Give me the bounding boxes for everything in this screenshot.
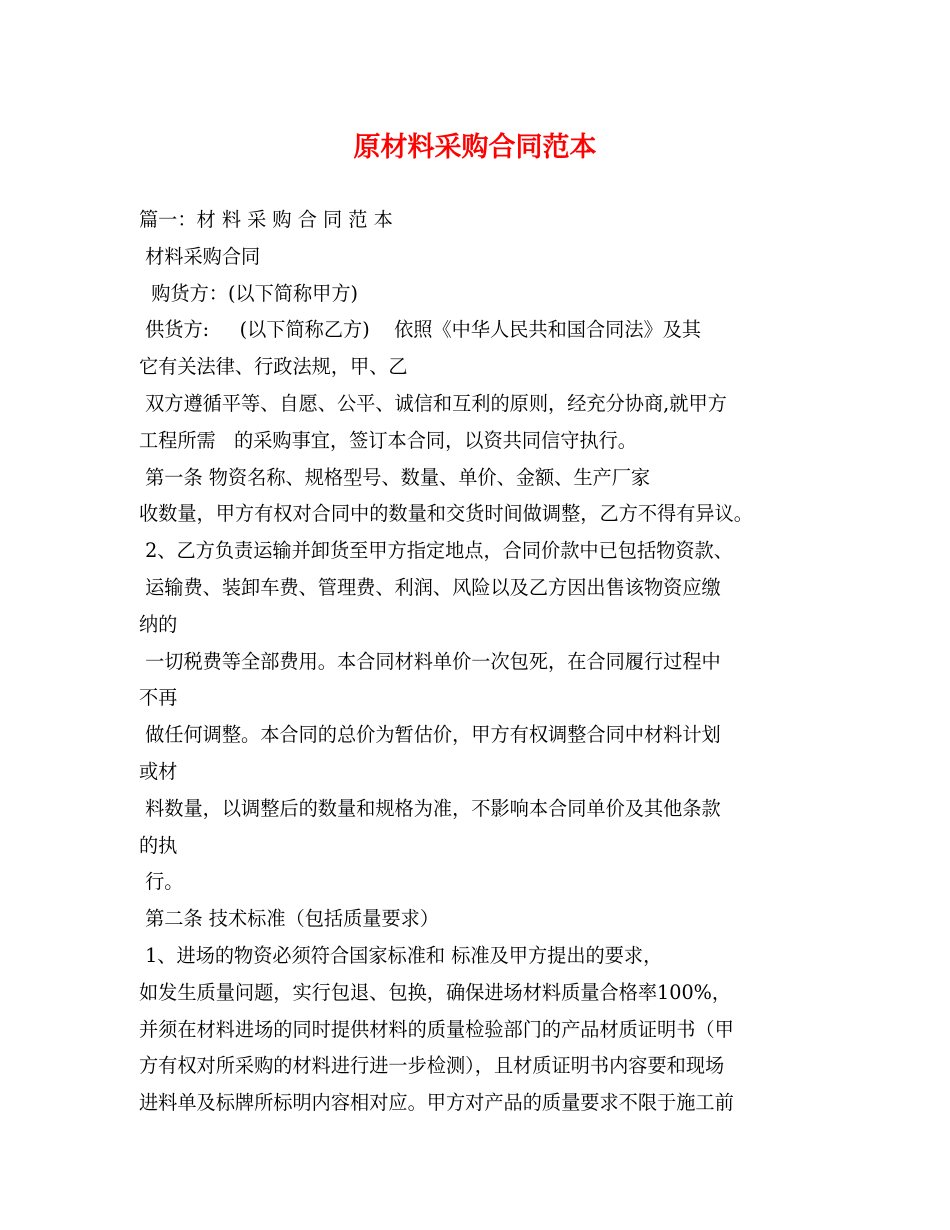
article-heading: 第二条 技术标准（包括质量要求） — [139, 907, 440, 931]
text-line: 双方遵循平等、自愿、公平、诚信和互利的原则，经充分协商,就甲方 — [139, 391, 727, 415]
text-line: 的执 — [139, 833, 178, 857]
text-line: 运输费、装卸车费、管理费、利润、风险以及乙方因出售该物资应缴 — [139, 575, 721, 599]
text-line: 进料单及标牌所标明内容相对应。甲方对产品的质量要求不限于施工前 — [139, 1091, 734, 1115]
document-title: 原材料采购合同范本 — [353, 132, 597, 163]
text-line: 收数量，甲方有权对合同中的数量和交货时间做调整，乙方不得有异议。 — [139, 502, 753, 526]
article-heading: 第一条 物资名称、规格型号、数量、单价、金额、生产厂家 — [139, 465, 651, 489]
text-line: 工程所需 的采购事宜，签订本合同，以资共同信守执行。 — [139, 428, 637, 452]
text-line: 料数量，以调整后的数量和规格为准，不影响本合同单价及其他条款 — [139, 796, 721, 820]
text-line: 材料采购合同 — [139, 244, 261, 268]
text-line: 它有关法律、行政法规，甲、乙 — [139, 355, 408, 379]
text-line: 购货方：(以下简称甲方) — [139, 281, 359, 305]
text-line: 并须在材料进场的同时提供材料的质量检验部门的产品材质证明书（甲 — [139, 1017, 734, 1041]
text-line: 如发生质量问题，实行包退、包换，确保进场材料质量合格率100%， — [139, 980, 732, 1004]
section-heading: 篇一：材 料 采 购 合 同 范 本 — [139, 208, 393, 231]
text-line: 行。 — [139, 870, 184, 894]
text-line: 2、乙方负责运输并卸货至甲方指定地点，合同价款中已包括物资款、 — [139, 539, 733, 563]
text-line: 供货方: (以下简称乙方) 依照《中华人民共和国合同法》及其 — [139, 318, 702, 342]
text-line: 1、进场的物资必须符合国家标准和 标准及甲方提出的要求， — [139, 943, 663, 967]
text-line: 或材 — [139, 759, 178, 783]
text-line: 做任何调整。本合同的总价为暂估价，甲方有权调整合同中材料计划 — [139, 723, 721, 747]
text-line: 一切税费等全部费用。本合同材料单价一次包死，在合同履行过程中 — [139, 649, 721, 673]
document-body — [139, 202, 829, 1122]
text-line: 不再 — [139, 686, 178, 710]
text-line: 纳的 — [139, 612, 178, 636]
text-line: 方有权对所采购的材料进行进一步检测），且材质证明书内容要和现场 — [139, 1054, 725, 1078]
